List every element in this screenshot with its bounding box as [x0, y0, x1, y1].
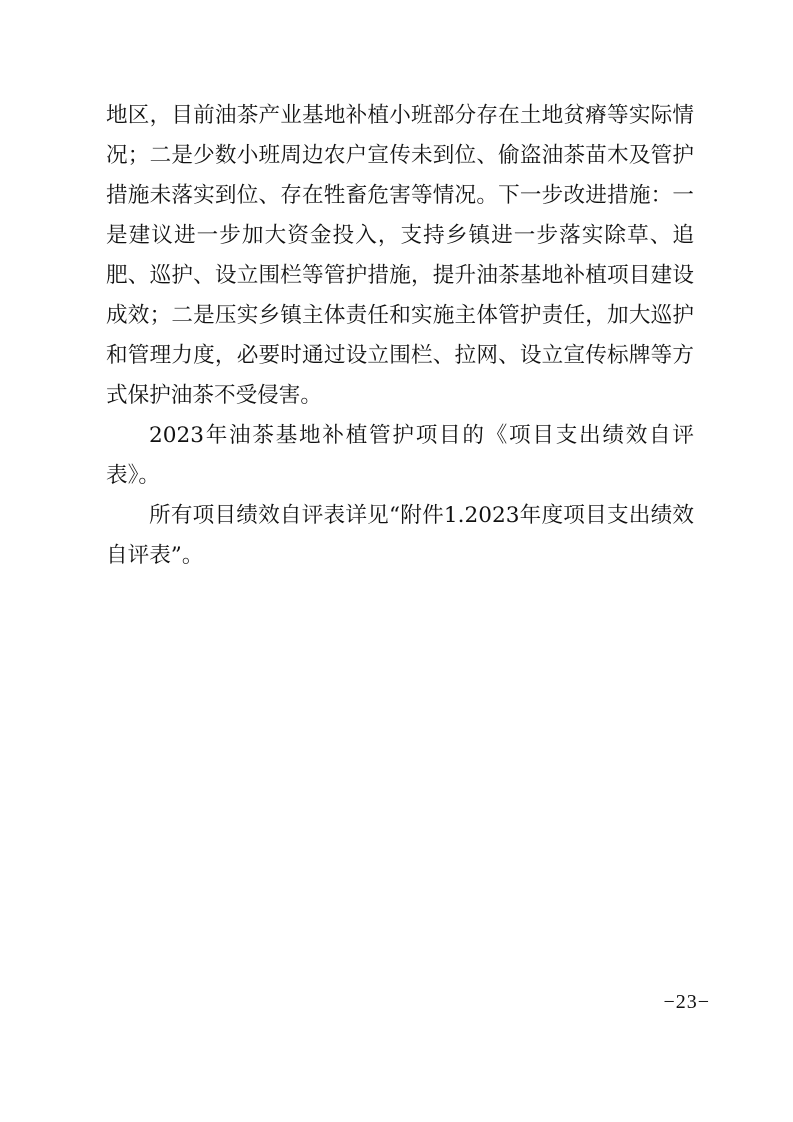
paragraph-appendix-reference: 所有项目绩效自评表详见“附件1.2023年度项目支出绩效自评表”。: [106, 503, 694, 568]
page-number: −23−: [663, 991, 710, 1013]
paragraph-self-evaluation-form: 2023年油茶基地补植管护项目的《项目支出绩效自评表》。: [106, 423, 694, 488]
paragraph-continuation: 地区，目前油茶产业基地补植小班部分存在土地贫瘠等实际情况；二是少数小班周边农户宣传未到位、偷盗油茶苗木及管护措施未落实到位、存在牲畜危害等情况。下一步改进措施：一是建议进一步加大资金投入，支持乡镇进一步落实除草、追肥、巡护、设立围栏等管护措施，提升油茶基地补植项目建设成效；二是压实乡镇主体责任和实施主体管护责任，加大巡护和管理力度，必要时通过设立围栏、拉网、设立宣传标牌等方式保护油茶不受侵害。: [106, 103, 694, 408]
body-text: [106, 96, 694, 576]
